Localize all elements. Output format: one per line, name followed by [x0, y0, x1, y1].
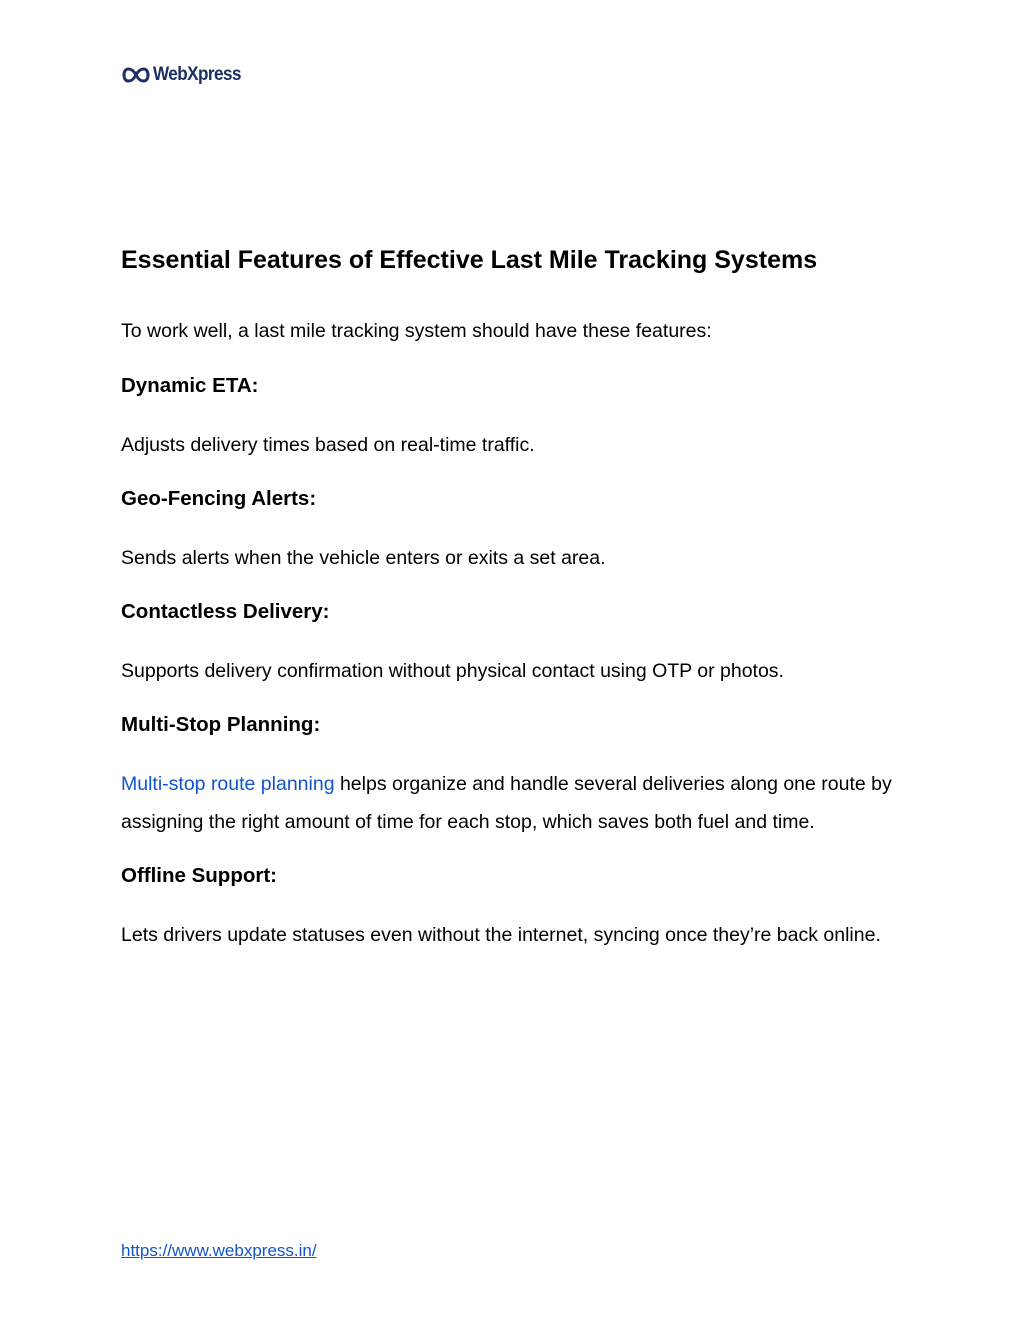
- multi-stop-route-planning-link[interactable]: Multi-stop route planning: [121, 773, 335, 795]
- feature-offline-support: [121, 861, 911, 954]
- feature-contactless-delivery: [121, 597, 911, 690]
- feature-heading: Multi-Stop Planning:: [121, 713, 321, 736]
- feature-heading: Dynamic ETA:: [121, 374, 259, 397]
- document-title: Essential Features of Effective Last Mile Tracking Systems: [121, 246, 818, 274]
- feature-dynamic-eta: [121, 371, 911, 464]
- feature-description: Lets drivers update statuses even without the internet, syncing once they’re back online.: [121, 924, 881, 946]
- feature-description-text: helps organize and handle several deliveries along one route by assigning the right amount of time for each stop, which saves both fuel and time.: [121, 773, 892, 833]
- brand-logo: [121, 60, 251, 90]
- feature-description: [121, 765, 911, 841]
- feature-description: Supports delivery confirmation without physical contact using OTP or photos.: [121, 660, 784, 682]
- brand-name: WebXpress: [153, 64, 241, 85]
- footer-website-link[interactable]: https://www.webxpress.in/: [121, 1241, 317, 1260]
- feature-description: Sends alerts when the vehicle enters or exits a set area.: [121, 547, 606, 569]
- feature-heading: Offline Support:: [121, 864, 278, 887]
- document-body: [121, 244, 911, 974]
- infinity-icon: [121, 63, 151, 87]
- feature-description: Adjusts delivery times based on real-time traffic.: [121, 434, 535, 456]
- feature-multi-stop-planning: [121, 710, 911, 841]
- feature-heading: Geo-Fencing Alerts:: [121, 487, 317, 510]
- intro-paragraph: To work well, a last mile tracking system should have these features:: [121, 320, 712, 342]
- feature-heading: Contactless Delivery:: [121, 600, 330, 623]
- feature-geo-fencing: [121, 484, 911, 577]
